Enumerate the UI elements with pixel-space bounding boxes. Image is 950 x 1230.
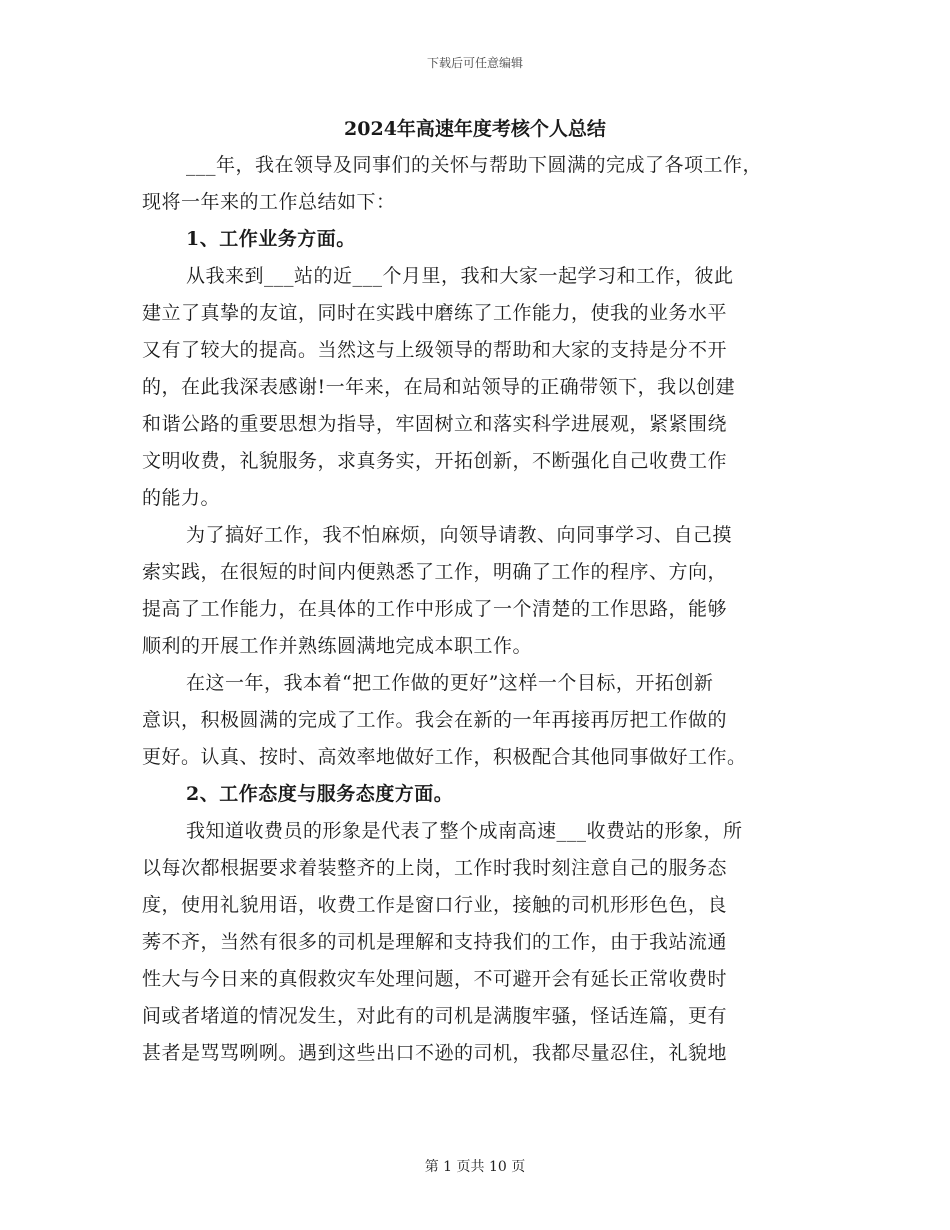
- body-line: 又有了较大的提高。当然这与上级领导的帮助和大家的支持是分不开: [142, 339, 728, 361]
- body-line: 性大与今日来的真假救灾车处理问题，不可避开会有延长正常收费时: [142, 968, 728, 990]
- body-line: 提高了工作能力，在具体的工作中形成了一个清楚的工作思路，能够: [142, 598, 728, 620]
- document-title: 2024年高速年度考核个人总结: [344, 118, 606, 140]
- body-line: 现将一年来的工作总结如下：: [142, 191, 396, 213]
- body-line: 的能力。: [142, 487, 221, 509]
- page-footer: 第 1 页共 10 页: [424, 1159, 526, 1175]
- body-line: 从我来到___站的近___个月里，我和大家一起学习和工作，彼此: [186, 265, 734, 287]
- body-line: 间或者堵道的情况发生，对此有的司机是满腹牢骚，怪话连篇，更有: [142, 1005, 728, 1027]
- body-line: 索实践，在很短的时间内便熟悉了工作，明确了工作的程序、方向，: [142, 561, 728, 583]
- section-heading: 2、工作态度与服务态度方面。: [186, 783, 454, 805]
- body-line: 甚者是骂骂咧咧。遇到这些出口不逊的司机，我都尽量忍住，礼貌地: [142, 1042, 728, 1064]
- body-line: 意识，积极圆满的完成了工作。我会在新的一年再接再厉把工作做的: [142, 709, 728, 731]
- body-line: 文明收费，礼貌服务，求真务实，开拓创新，不断强化自己收费工作: [142, 450, 728, 472]
- body-line: 顺利的开展工作并熟练圆满地完成本职工作。: [142, 635, 533, 657]
- body-line: ___年，我在领导及同事们的关怀与帮助下圆满的完成了各项工作，: [186, 154, 763, 176]
- document-body: [142, 150, 822, 1075]
- section-heading: 1、工作业务方面。: [186, 228, 356, 250]
- body-line: 度，使用礼貌用语，收费工作是窗口行业，接触的司机形形色色，良: [142, 894, 728, 916]
- body-line: 以每次都根据要求着装整齐的上岗，工作时我时刻注意自己的服务态: [142, 857, 728, 879]
- body-line: 和谐公路的重要思想为指导，牢固树立和落实科学进展观，紧紧围绕: [142, 413, 728, 435]
- body-line: 在这一年，我本着“把工作做的更好”这样一个目标，开拓创新: [186, 672, 714, 694]
- body-line: 为了搞好工作，我不怕麻烦，向领导请教、向同事学习、自己摸: [186, 524, 733, 546]
- body-line: 我知道收费员的形象是代表了整个成南高速___收费站的形象，所: [186, 820, 743, 842]
- body-line: 的，在此我深表感谢!一年来，在局和站领导的正确带领下，我以创建: [142, 376, 736, 398]
- body-line: 莠不齐，当然有很多的司机是理解和支持我们的工作，由于我站流通: [142, 931, 728, 953]
- page-header: 下载后可任意编辑: [426, 56, 523, 70]
- body-line: 建立了真挚的友谊，同时在实践中磨练了工作能力，使我的业务水平: [142, 302, 728, 324]
- body-line: 更好。认真、按时、高效率地做好工作，积极配合其他同事做好工作。: [142, 746, 747, 768]
